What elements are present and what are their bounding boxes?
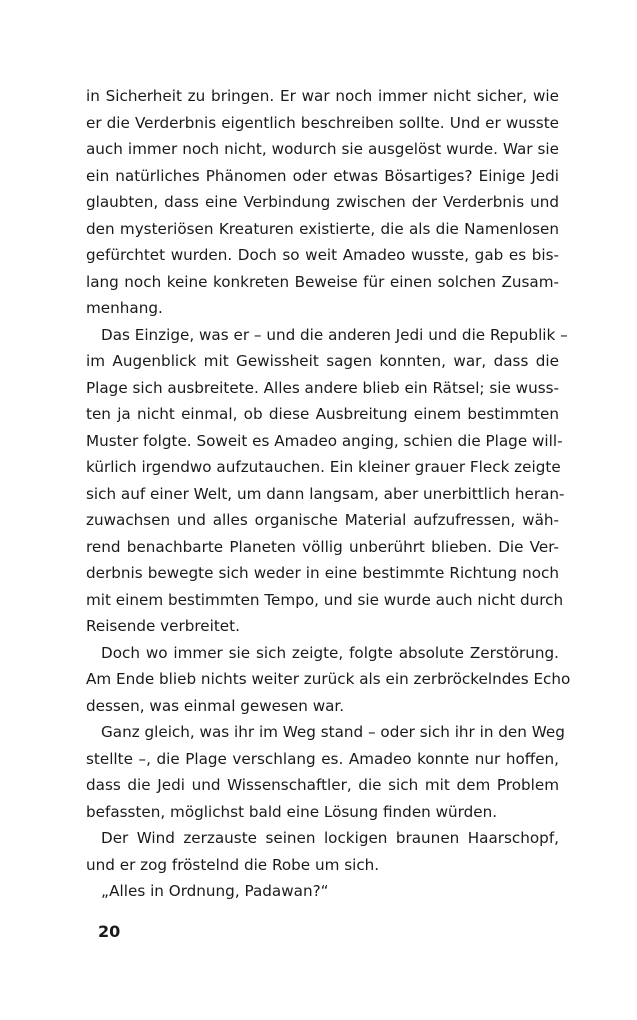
text-line: und er zog fröstelnd die Robe um sich. [86,855,380,874]
text-line: menhang. [86,299,163,317]
text-line: mit einem bestimmten Tempo, und sie wurde auch nicht durch [86,590,564,609]
text-line: ein natürliches Phänomen oder etwas Bösartiges? Einige Jedi [86,166,559,185]
text-line: rend benachbarte Planeten völlig unberührt blieben. Die Ver- [86,537,559,556]
text-line: Muster folgte. Soweit es Amadeo anging, schien die Plage will- [86,431,563,450]
text-line: ten ja nicht einmal, ob diese Ausbreitung einem bestimmten [86,405,559,423]
text-line: dass die Jedi und Wissenschaftler, die sich mit dem Problem [86,776,559,794]
text-line: in Sicherheit zu bringen. Er war noch immer nicht sicher, wie [86,87,559,105]
text-line: auch immer noch nicht, wodurch sie ausgelöst wurde. War sie [86,140,559,158]
text-line: Ganz gleich, was ihr im Weg stand – oder sich ihr in den Weg [101,723,565,741]
text-line: Plage sich ausbreitete. Alles andere blieb ein Rätsel; sie wuss- [86,378,560,397]
text-line: Das Einzige, was er – und die anderen Jedi und die Republik – [101,325,568,344]
text-line: sich auf einer Welt, um dann langsam, aber unerbittlich heran- [86,484,565,503]
text-line: zuwachsen und alles organische Material aufzufressen, wäh- [86,511,559,529]
text-line: den mysteriösen Kreaturen existierte, die als die Namenlosen [86,219,559,238]
text-line: dessen, was einmal gewesen war. [86,696,345,715]
text-line: befassten, möglichst bald eine Lösung finden würden. [86,802,498,821]
text-line: derbnis bewegte sich weder in eine bestimmte Richtung noch [86,564,559,582]
text-line: lang noch keine konkreten Beweise für einen solchen Zusam- [86,272,559,291]
text-line: er die Verderbnis eigentlich beschreiben sollte. Und er wusste [86,113,559,132]
body-text [86,83,571,905]
text-line: „Alles in Ordnung, Padawan?“ [101,882,329,900]
page-number: 20 [98,922,121,941]
text-line: Am Ende blieb nichts weiter zurück als ein zerbröckelndes Echo [86,670,571,688]
text-line: Doch wo immer sie sich zeigte, folgte absolute Zerstörung. [101,643,559,662]
text-line: im Augenblick mit Gewissheit sagen konnten, war, dass die [86,352,559,370]
text-line: kürlich irgendwo aufzutauchen. Ein kleiner grauer Fleck zeigte [86,458,561,476]
text-line: stellte –, die Plage verschlang es. Amadeo konnte nur hoffen, [86,749,559,768]
text-line: glaubten, dass eine Verbindung zwischen der Verderbnis und [86,193,559,211]
text-line: Der Wind zerzauste seinen lockigen braunen Haarschopf, [101,829,559,847]
text-line: gefürchtet wurden. Doch so weit Amadeo wusste, gab es bis- [86,246,559,264]
text-line: Reisende verbreitet. [86,617,240,635]
